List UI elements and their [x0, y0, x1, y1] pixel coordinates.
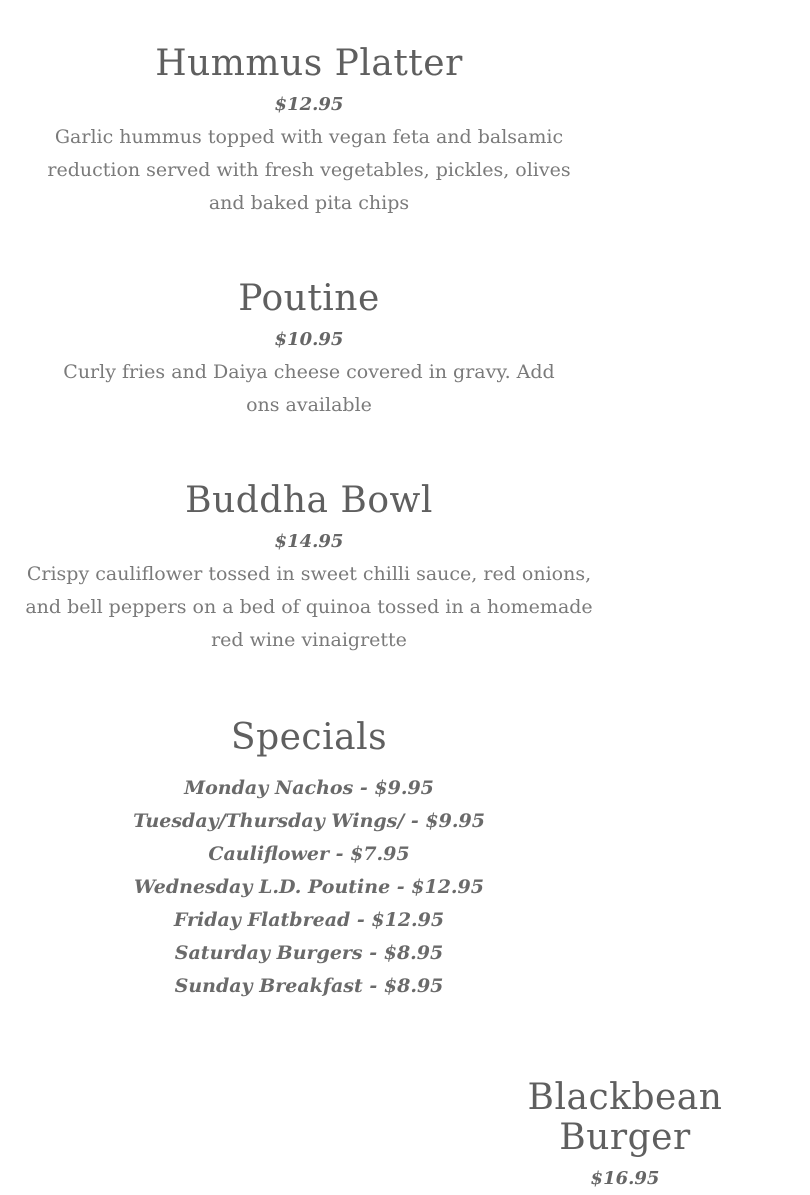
menu-item-price: $10.95: [274, 329, 344, 350]
specials-section: [18, 718, 600, 1003]
menu-item-buddha-bowl: [18, 481, 600, 657]
menu-left-column: [18, 0, 600, 1168]
specials-list-item: Tuesday/Thursday Wings/ - $9.95: [133, 810, 485, 832]
specials-list-item: Cauliflower - $7.95: [208, 843, 410, 865]
specials-list-item: Friday Flatbread - $12.95: [173, 909, 445, 931]
menu-item-title: Poutine: [238, 278, 380, 319]
specials-title: Specials: [230, 717, 388, 758]
menu-item-price: $12.95: [274, 94, 344, 115]
menu-item-blackbean-burger: [470, 1078, 780, 1195]
specials-list-item: Wednesday L.D. Poutine - $12.95: [133, 876, 484, 898]
menu-item-price: $14.95: [274, 531, 344, 552]
menu-item-title: Hummus Platter: [155, 43, 463, 84]
specials-list: [18, 772, 600, 1003]
menu-item-title: Blackbean Burger: [527, 1077, 723, 1158]
menu-item-hummus-platter: [18, 44, 600, 220]
menu-item-price: $16.95: [590, 1168, 660, 1189]
specials-list-item: Monday Nachos - $9.95: [184, 777, 434, 799]
specials-list-item: Sunday Breakfast - $8.95: [174, 975, 444, 997]
menu-item-title: Buddha Bowl: [185, 480, 433, 521]
menu-item-poutine: [18, 279, 600, 422]
menu-item-description: Curly fries and Daiya cheese covered in gravy. Add ons available: [63, 361, 555, 416]
menu-item-description: Crispy cauliflower tossed in sweet chilli sauce, red onions, and bell peppers on a bed of quinoa tossed in a homemade red wine vinaigrette: [25, 563, 593, 651]
menu-item-description: Garlic hummus topped with vegan feta and balsamic reduction served with fresh vegetables, pickles, olives and baked pita chips: [47, 126, 571, 214]
specials-list-item: Saturday Burgers - $8.95: [174, 942, 444, 964]
